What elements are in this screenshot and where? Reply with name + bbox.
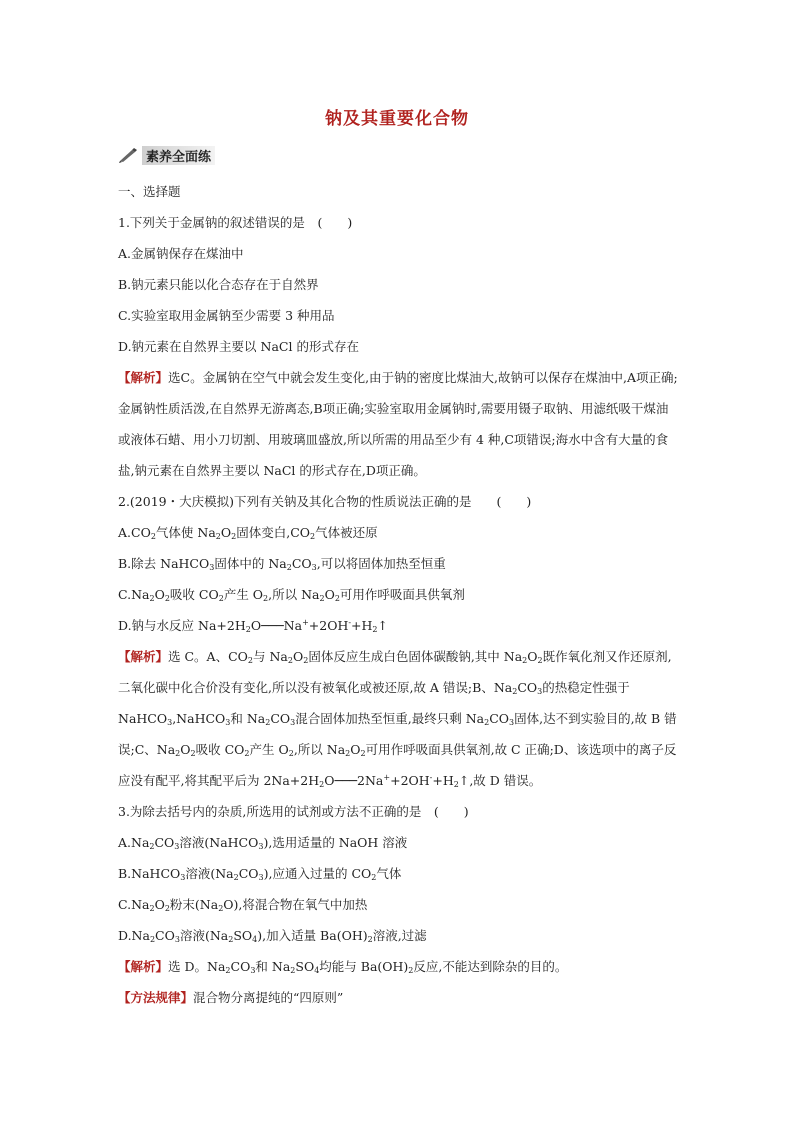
question-2-stem: 2.(2019・大庆模拟)下列有关钠及其化合物的性质说法正确的是 ( )	[118, 494, 532, 509]
method-rule: 【方法规律】混合物分离提纯的“四原则”	[118, 990, 344, 1005]
question-2-option-c: $C.Na_2O_2$吸收 $CO_2$产生 $O_2$,所以 $Na_2O_2$可用作呼吸面具供氧剂	[118, 587, 465, 603]
content	[118, 176, 678, 1013]
question-3-analysis: 【解析】选 D。$Na_2CO_3$和 $Na_2SO_4$均能与 $Ba(OH)_2$反应,不能达到除杂的目的。	[118, 959, 568, 975]
part-heading: 一、选择题	[118, 184, 181, 199]
page-title: 钠及其重要化合物	[325, 109, 469, 129]
section-label: 素养全面练	[142, 146, 215, 165]
question-1-option-d: D.钠元素在自然界主要以 NaCl 的形式存在	[118, 339, 359, 354]
question-3-option-a: $A.Na_2CO_3$溶液(NaHCO$_3$),选用适量的 NaOH 溶液	[118, 835, 408, 851]
analysis-tag: 【解析】	[118, 649, 169, 664]
section-header	[118, 146, 215, 164]
question-2-option-b: B.除去 NaHCO$_3$固体中的 $Na_2CO_3$,可以将固体加热至恒重	[118, 556, 446, 572]
analysis-tag: 【解析】	[118, 370, 169, 385]
question-1-option-a: A.金属钠保存在煤油中	[118, 246, 244, 261]
question-2-analysis: 【解析】选 C。A、$CO_2$与 $Na_2O_2$固体反应生成白色固体碳酸钠,其中 $Na_2O_2$既作氧化剂又作还原剂,二氧化碳中化合价没有变化,所以没有被氧化或被还原,故 A 错误;B、$Na_2CO_3$的热稳定性强于 NaHCO$_3$,NaHCO$_3$和 $Na_2CO_3$混合固体加热至恒重,最终只剩 $Na_2CO_3$固体,达不到实验目的,故 B 错误;C、$Na_2O_2$吸收 $CO_2$产生 $O_2$,所以 $Na_2O_2$可用作呼吸面具供氧剂,故 C 正确;D、该选项中的离子反应没有配平,将其配平后为 $2Na+2H_2O───2Na^++2OH^-+H_2↑$,故 D 错误。	[118, 649, 677, 789]
method-tag: 【方法规律】	[118, 990, 194, 1005]
question-2-option-a: $A.CO_2$气体使 $Na_2O_2$固体变白$,CO_2$气体被还原	[118, 525, 378, 541]
question-3-option-c: $C.Na_2O_2$粉末$(Na_2O)$,将混合物在氧气中加热	[118, 897, 368, 913]
question-3-option-b: B.NaHCO$_3$溶液$(Na_2CO_3)$,应通入过量的 $CO_2$气体	[118, 866, 402, 882]
question-1-option-b: B.钠元素只能以化合态存在于自然界	[118, 277, 319, 292]
question-1-option-c: C.实验室取用金属钠至少需要 3 种用品	[118, 308, 335, 323]
question-3-stem: 3.为除去括号内的杂质,所选用的试剂或方法不正确的是 ( )	[118, 804, 469, 819]
question-3-option-d: $D.Na_2CO_3$溶液$(Na_2SO_4)$,加入适量 $Ba(OH)_2$溶液,过滤	[118, 928, 427, 944]
question-1-analysis: 【解析】选C。金属钠在空气中就会发生变化,由于钠的密度比煤油大,故钠可以保存在煤油中,A项正确;金属钠性质活泼,在自然界无游离态,B项正确;实验室取用金属钠时,需要用镊子取钠、用滤纸吸干煤油或液体石蜡、用小刀切割、用玻璃皿盛放,所以所需的用品至少有 4 种,C项错误;海水中含有大量的食盐,钠元素在自然界主要以 NaCl 的形式存在,D项正确。	[118, 370, 678, 478]
pen-icon	[118, 147, 140, 163]
question-1-stem: 1.下列关于金属钠的叙述错误的是 ( )	[118, 215, 353, 230]
question-2-option-d: D.钠与水反应 $Na+2H_2O───Na^++2OH^-+H_2↑$	[118, 618, 388, 634]
analysis-tag: 【解析】	[118, 959, 169, 974]
